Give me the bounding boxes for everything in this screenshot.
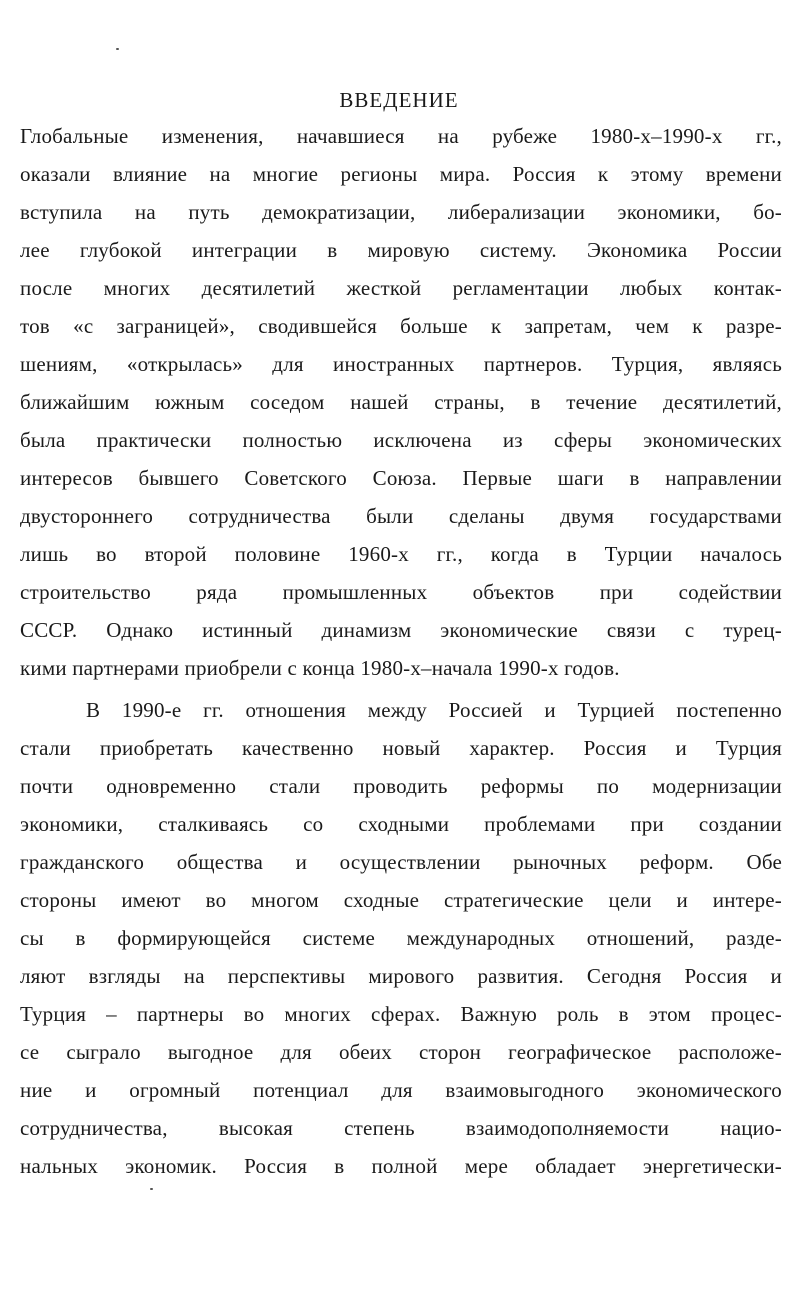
text-line: Глобальные изменения, начавшиеся на рубеже 1980-х–1990-х гг., xyxy=(20,124,782,148)
text-line: тов «с заграницей», сводившейся больше к запретам, чем к разре- xyxy=(20,314,782,338)
text-line: лишь во второй половине 1960-х гг., когда в Турции началось xyxy=(20,542,782,566)
text-line: ближайшим южным соседом нашей страны, в течение десятилетий, xyxy=(20,390,782,414)
document-title: ВВЕДЕНИЕ xyxy=(339,88,459,112)
text-line: сы в формирующейся системе международных отношений, разде- xyxy=(20,926,782,950)
text-line: СССР. Однако истинный динамизм экономические связи с турец- xyxy=(20,618,782,642)
text-line: двустороннего сотрудничества были сделаны двумя государствами xyxy=(20,504,782,528)
text-line: сотрудничества, высокая степень взаимодополняемости нацио- xyxy=(20,1116,782,1140)
text-line: стороны имеют во многом сходные стратегические цели и интере- xyxy=(20,888,782,912)
scan-speck xyxy=(150,1188,153,1190)
text-line: почти одновременно стали проводить реформы по модернизации xyxy=(20,774,782,798)
text-line: В 1990-е гг. отношения между Россией и Турцией постепенно xyxy=(86,698,782,722)
text-line: Турция – партнеры во многих сферах. Важную роль в этом процес- xyxy=(20,1002,782,1026)
text-line: нальных экономик. Россия в полной мере обладает энергетически- xyxy=(20,1154,782,1178)
text-line: се сыграло выгодное для обеих сторон географическое расположе- xyxy=(20,1040,782,1064)
text-line: гражданского общества и осуществлении рыночных реформ. Обе xyxy=(20,850,782,874)
text-line: кими партнерами приобрели с конца 1980-х–начала 1990-х годов. xyxy=(20,656,620,680)
text-line: строительство ряда промышленных объектов при содействии xyxy=(20,580,782,604)
scan-speck xyxy=(116,48,119,50)
text-line: вступила на путь демократизации, либерализации экономики, бо- xyxy=(20,200,782,224)
text-line: шениям, «открылась» для иностранных партнеров. Турция, являясь xyxy=(20,352,782,376)
text-line: после многих десятилетий жесткой регламентации любых контак- xyxy=(20,276,782,300)
text-line: оказали влияние на многие регионы мира. Россия к этому времени xyxy=(20,162,782,186)
text-line: ляют взгляды на перспективы мирового развития. Сегодня Россия и xyxy=(20,964,782,988)
text-line: интересов бывшего Советского Союза. Первые шаги в направлении xyxy=(20,466,782,490)
text-line: была практически полностью исключена из сферы экономических xyxy=(20,428,782,452)
text-line: лее глубокой интеграции в мировую систему. Экономика России xyxy=(20,238,782,262)
text-line: ние и огромный потенциал для взаимовыгодного экономического xyxy=(20,1078,782,1102)
text-line: стали приобретать качественно новый характер. Россия и Турция xyxy=(20,736,782,760)
text-line: экономики, сталкиваясь со сходными проблемами при создании xyxy=(20,812,782,836)
